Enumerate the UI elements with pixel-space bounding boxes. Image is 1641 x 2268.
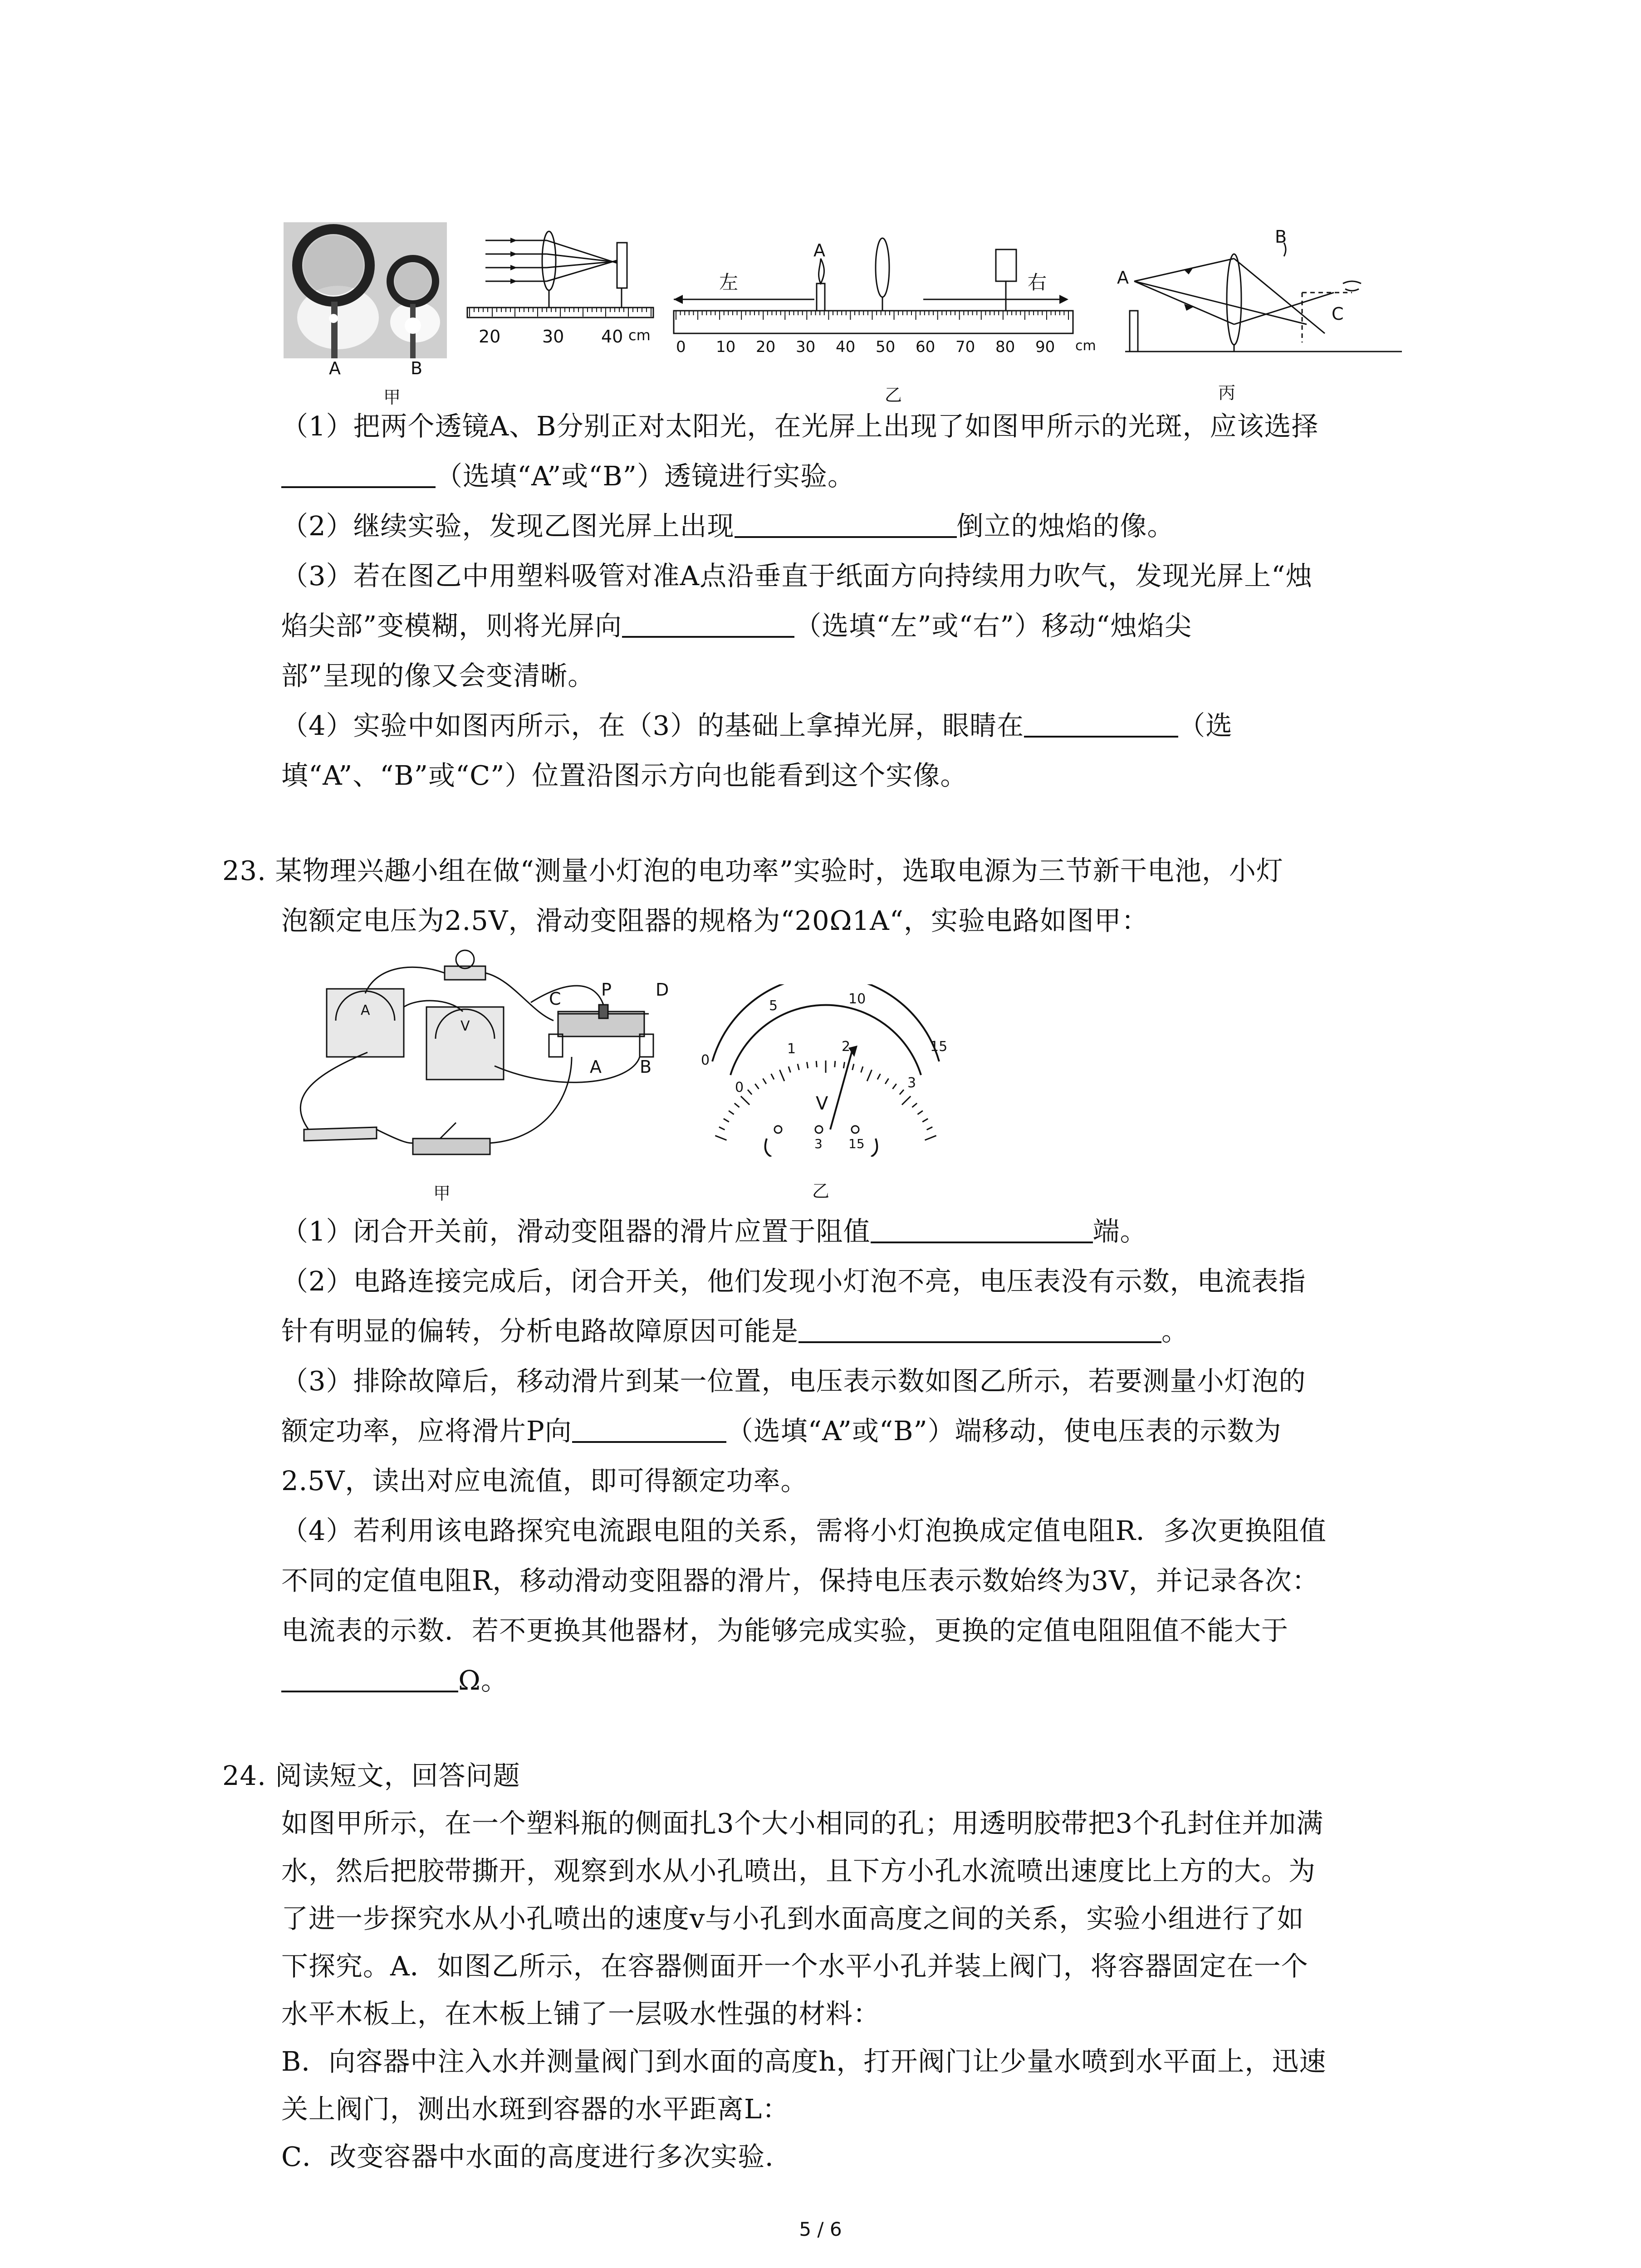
figure-circuit-jia [277, 948, 685, 1202]
q23-part3-line2: 额定功率，应将滑片P向 （选填“A”或“B”）端移动，使电压表的示数为 [281, 1415, 1282, 1447]
dial-tick [735, 1103, 740, 1107]
ammeter-label: A [361, 1002, 370, 1018]
dial-tick [741, 1096, 749, 1105]
label-point-a: A [813, 240, 825, 260]
dial-tick [715, 1136, 726, 1140]
dial-tick [807, 1062, 808, 1068]
q24-line3: 水，然后把胶带撕开，观察到水从小孔喷出，且下方小孔水流喷出速度比上方的大。为 [281, 1855, 1316, 1887]
dial-tick [917, 1111, 922, 1114]
dial-tick [867, 1070, 872, 1081]
terminal-3: 3 [814, 1136, 823, 1151]
figure-jia-caption: 甲 [433, 1183, 451, 1203]
dial-tick [892, 1084, 896, 1089]
dial-tick [755, 1084, 759, 1089]
q22-part2: （2）继续实验，发现乙图光屏上出现 倒立的烛焰的像。 [281, 510, 1175, 542]
tick-20: 20 [479, 327, 501, 347]
tick-40: 40 [601, 327, 623, 347]
dial-tick [861, 1066, 863, 1072]
q23-part3-line3: 2.5V，读出对应电流值，即可得额定功率。 [281, 1465, 808, 1496]
inner-0: 0 [735, 1080, 744, 1095]
label-a: A [1117, 268, 1129, 288]
tick-30: 30 [542, 327, 564, 347]
q23-stem-line2: 泡额定电压为2.5V，滑动变阻器的规格为“20Ω1A“，实验电路如图甲： [281, 905, 1149, 936]
dial-tick [927, 1127, 933, 1129]
bench-tick-label: 80 [995, 338, 1015, 356]
bench-tick-label: 30 [796, 338, 816, 356]
answer-blank[interactable] [572, 1418, 726, 1443]
q24-line6: 水平木板上，在木板上铺了一层吸水性强的材料： [281, 1998, 881, 2029]
dial-tick [748, 1090, 752, 1095]
dial-tick [900, 1090, 904, 1095]
q22-part3-line1: （3）若在图乙中用塑料吸管对准A点沿垂直于纸面方向持续用力吹气，发现光屏上“烛 [281, 560, 1313, 591]
bench-tick-label: 90 [1035, 338, 1055, 356]
label-b: B [411, 358, 423, 378]
answer-blank[interactable] [871, 1218, 1093, 1243]
dial-tick [843, 1062, 844, 1068]
bench-tick-label: cm [1075, 338, 1096, 354]
q23-part4-line4: Ω。 [281, 1665, 508, 1696]
dial-tick [877, 1074, 880, 1079]
bench-tick-label: 50 [876, 338, 896, 356]
page-number: 5 / 6 [799, 2218, 842, 2240]
q24-title: 24. 阅读短文，回答问题 [222, 1760, 520, 1791]
label-left: 左 [719, 271, 739, 293]
tick-unit: cm [628, 327, 651, 344]
dial-tick [729, 1111, 734, 1114]
voltmeter-label: V [460, 1018, 470, 1034]
q24-line2: 如图甲所示，在一个塑料瓶的侧面扎3个大小相同的孔；用透明胶带把3个孔封住并加满 [281, 1808, 1324, 1839]
answer-blank[interactable] [281, 1667, 458, 1692]
label-d: D [656, 980, 669, 1000]
inner-1: 1 [787, 1041, 796, 1057]
bench-tick-label: 10 [716, 338, 736, 356]
dial-tick [925, 1136, 936, 1140]
dial-tick [771, 1074, 774, 1079]
q24-line7: B．向容器中注入水并测量阀门到水面的高度h，打开阀门让少量水喷到水平面上，迅速 [281, 2046, 1327, 2077]
bench-tick-label: 0 [676, 338, 686, 356]
outer-0: 0 [701, 1052, 710, 1068]
answer-blank[interactable] [798, 1318, 1161, 1343]
q23-part1: （1）闭合开关前，滑动变阻器的滑片应置于阻值 端。 [281, 1216, 1147, 1247]
q22-part4-line1: （4）实验中如图丙所示，在（3）的基础上拿掉光屏，眼睛在 （选 [281, 710, 1233, 741]
q23-part4-line3: 电流表的示数．若不更换其他器材，为能够完成实验，更换的定值电阻阻值不能大于 [281, 1615, 1289, 1646]
label-b: B [640, 1057, 652, 1077]
bench-tick-label: 20 [756, 338, 776, 356]
q23-part4-line1: （4）若利用该电路探究电流跟电阻的关系，需将小灯泡换成定值电阻R．多次更换阻值 [281, 1515, 1327, 1546]
label-a: A [329, 358, 341, 378]
q22-part3-line2: 焰尖部”变模糊，则将光屏向 （选填“左”或“右”）移动“烛焰尖 [281, 610, 1192, 641]
dial-tick [724, 1119, 729, 1122]
label-b: B [1275, 227, 1287, 247]
q23-part3-line1: （3）排除故障后，移动滑片到某一位置，电压表示数如图乙所示，若要测量小灯泡的 [281, 1365, 1306, 1397]
dial-tick [885, 1079, 888, 1084]
bench-tick-label: 40 [836, 338, 856, 356]
figure-focal-ruler [465, 227, 656, 354]
dial-tick [763, 1079, 766, 1084]
figure-jia-caption: 甲 [383, 387, 401, 407]
q23-part2-line1: （2）电路连接完成后，闭合开关，他们发现小灯泡不亮，电压表没有示数，电流表指 [281, 1266, 1306, 1297]
dial-tick [852, 1064, 854, 1070]
figure-voltmeter-yi [699, 984, 953, 1202]
q24-line4: 了进一步探究水从小孔喷出的速度v与小孔到水面高度之间的关系，实验小组进行了如 [281, 1903, 1304, 1934]
q24-line8: 关上阀门，测出水斑到容器的水平距离L： [281, 2093, 790, 2125]
q23-part2-line2: 针有明显的偏转，分析电路故障原因可能是 。 [281, 1315, 1189, 1347]
outer-15: 15 [930, 1039, 948, 1055]
q22-part1-line2: （选填“A”或“B”）透镜进行实验。 [281, 460, 855, 492]
dial-unit: V [816, 1093, 828, 1114]
inner-3: 3 [907, 1075, 916, 1091]
dial-tick [912, 1103, 917, 1107]
answer-blank[interactable] [735, 513, 957, 538]
label-right: 右 [1028, 271, 1047, 293]
q22-part1-line1: （1）把两个透镜A、B分别正对太阳光，在光屏上出现了如图甲所示的光斑，应该选择 [281, 411, 1319, 442]
dial-tick [902, 1096, 911, 1105]
label-c: C [549, 989, 561, 1009]
figure-jia-lenses [284, 222, 447, 407]
q23-stem-line1: 23. 某物理兴趣小组在做“测量小灯泡的电功率”实验时，选取电源为三节新干电池，小灯 [222, 855, 1283, 886]
dial-tick [816, 1061, 817, 1067]
q23-part4-line2: 不同的定值电阻R，移动滑动变阻器的滑片，保持电压表示数始终为3V，并记录各次： [281, 1565, 1319, 1596]
q24-line5: 下探究。A．如图乙所示，在容器侧面开一个水平小孔并装上阀门，将容器固定在一个 [281, 1950, 1308, 1982]
figure-yi-caption: 乙 [885, 385, 902, 405]
terminal-15: 15 [848, 1136, 865, 1151]
figure-bing-caption: 丙 [1218, 383, 1236, 403]
dial-tick [798, 1064, 799, 1070]
dial-tick [789, 1066, 790, 1072]
q24-line9: C．改变容器中水面的高度进行多次实验． [281, 2141, 793, 2172]
outer-10: 10 [848, 991, 866, 1007]
figure-yi-caption: 乙 [812, 1181, 830, 1201]
answer-blank[interactable] [1024, 712, 1178, 738]
bench-tick-label: 60 [916, 338, 936, 356]
answer-blank[interactable] [281, 463, 436, 488]
answer-blank[interactable] [622, 612, 794, 638]
figure-bing-ray-diagram [1116, 229, 1406, 401]
label-p: P [601, 980, 612, 1000]
dial-tick [719, 1127, 725, 1129]
dial-tick [922, 1119, 928, 1122]
q22-part4-line2: 填“A”、“B”或“C”）位置沿图示方向也能看到这个实像。 [281, 760, 968, 791]
inner-2: 2 [842, 1039, 851, 1055]
bench-tick-label: 70 [955, 338, 975, 356]
outer-5: 5 [769, 998, 778, 1014]
label-c: C [1332, 304, 1344, 324]
dial-tick [779, 1070, 784, 1081]
figure-yi-optical-bench [669, 231, 1096, 405]
q22-part3-line3: 部”呈现的像又会变清晰。 [281, 660, 595, 691]
label-a: A [590, 1057, 602, 1077]
